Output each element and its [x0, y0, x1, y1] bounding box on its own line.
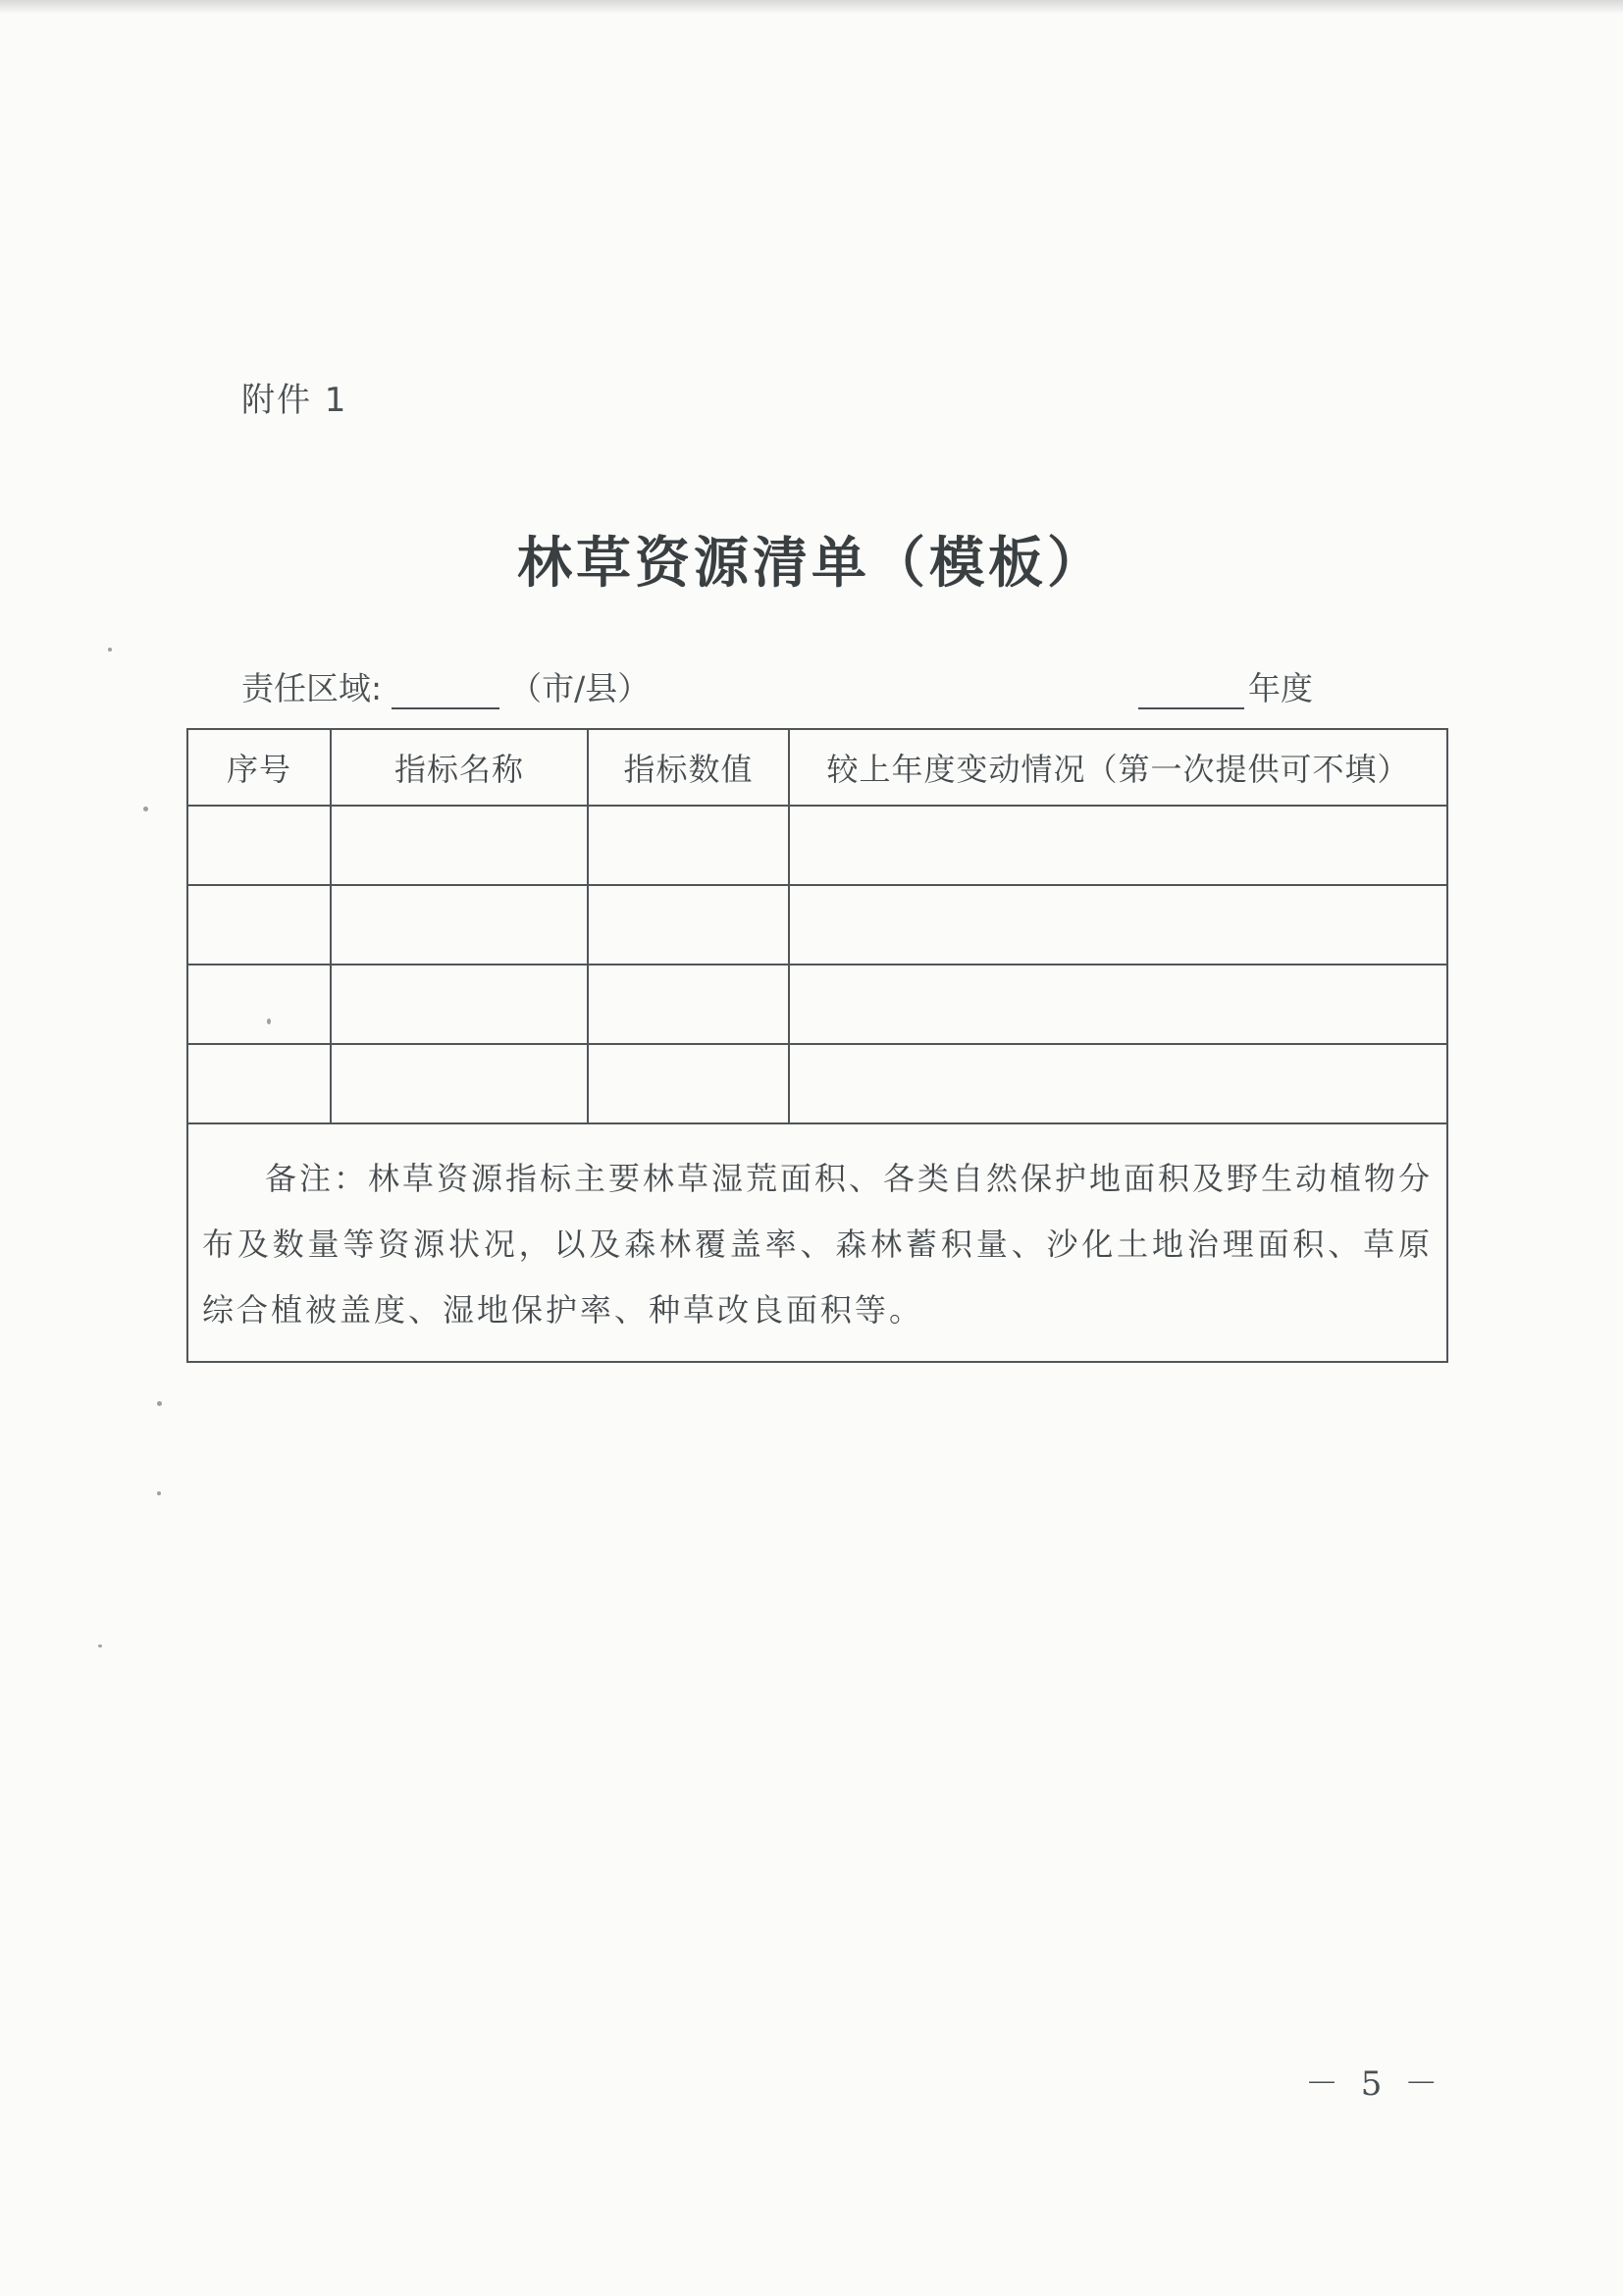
table-header-row — [187, 729, 1447, 806]
table-cell — [588, 965, 789, 1044]
year-line — [1138, 663, 1313, 709]
column-header-indicator-value: 指标数值 — [588, 729, 789, 806]
table-row — [187, 885, 1447, 965]
table-cell — [789, 885, 1447, 965]
column-header-indicator-name: 指标名称 — [331, 729, 588, 806]
table-cell — [187, 885, 331, 965]
table-row — [187, 965, 1447, 1044]
scan-speck — [267, 1018, 271, 1024]
scan-speck — [98, 1644, 102, 1647]
table-row — [187, 1044, 1447, 1123]
region-suffix: （市/县） — [509, 669, 651, 707]
column-header-change: 较上年度变动情况（第一次提供可不填） — [789, 729, 1447, 806]
note-row — [187, 1123, 1447, 1362]
table-cell — [588, 885, 789, 965]
table-cell — [187, 806, 331, 885]
year-label: 年度 — [1248, 669, 1313, 707]
table-cell — [331, 885, 588, 965]
region-label: 责任区域: — [241, 669, 383, 707]
table-cell — [187, 965, 331, 1044]
scan-speck — [157, 1401, 162, 1406]
table-cell — [588, 806, 789, 885]
table-row — [187, 806, 1447, 885]
scan-edge — [0, 0, 1623, 14]
resource-table — [186, 728, 1448, 1363]
table-cell — [331, 806, 588, 885]
region-blank — [392, 674, 499, 709]
table-note: 备注：林草资源指标主要林草湿荒面积、各类自然保护地面积及野生动植物分布及数量等资源状况，以及森林覆盖率、森林蓄积量、沙化土地治理面积、草原综合植被盖度、湿地保护率、种草改良面积等。 — [187, 1123, 1447, 1362]
scan-speck — [157, 1491, 161, 1495]
table-cell — [331, 965, 588, 1044]
table-cell — [187, 1044, 331, 1123]
region-line — [241, 663, 650, 709]
table-cell — [789, 806, 1447, 885]
column-header-serial: 序号 — [187, 729, 331, 806]
scan-speck — [143, 807, 148, 811]
table-cell — [331, 1044, 588, 1123]
table-cell — [588, 1044, 789, 1123]
page-number: － 5 － — [1305, 2064, 1444, 2104]
document-title: 林草资源清单（模板） — [517, 531, 1106, 596]
year-blank — [1138, 674, 1244, 709]
table-cell — [789, 1044, 1447, 1123]
scan-speck — [108, 648, 112, 652]
table-cell — [789, 965, 1447, 1044]
attachment-label: 附件 1 — [241, 381, 348, 420]
